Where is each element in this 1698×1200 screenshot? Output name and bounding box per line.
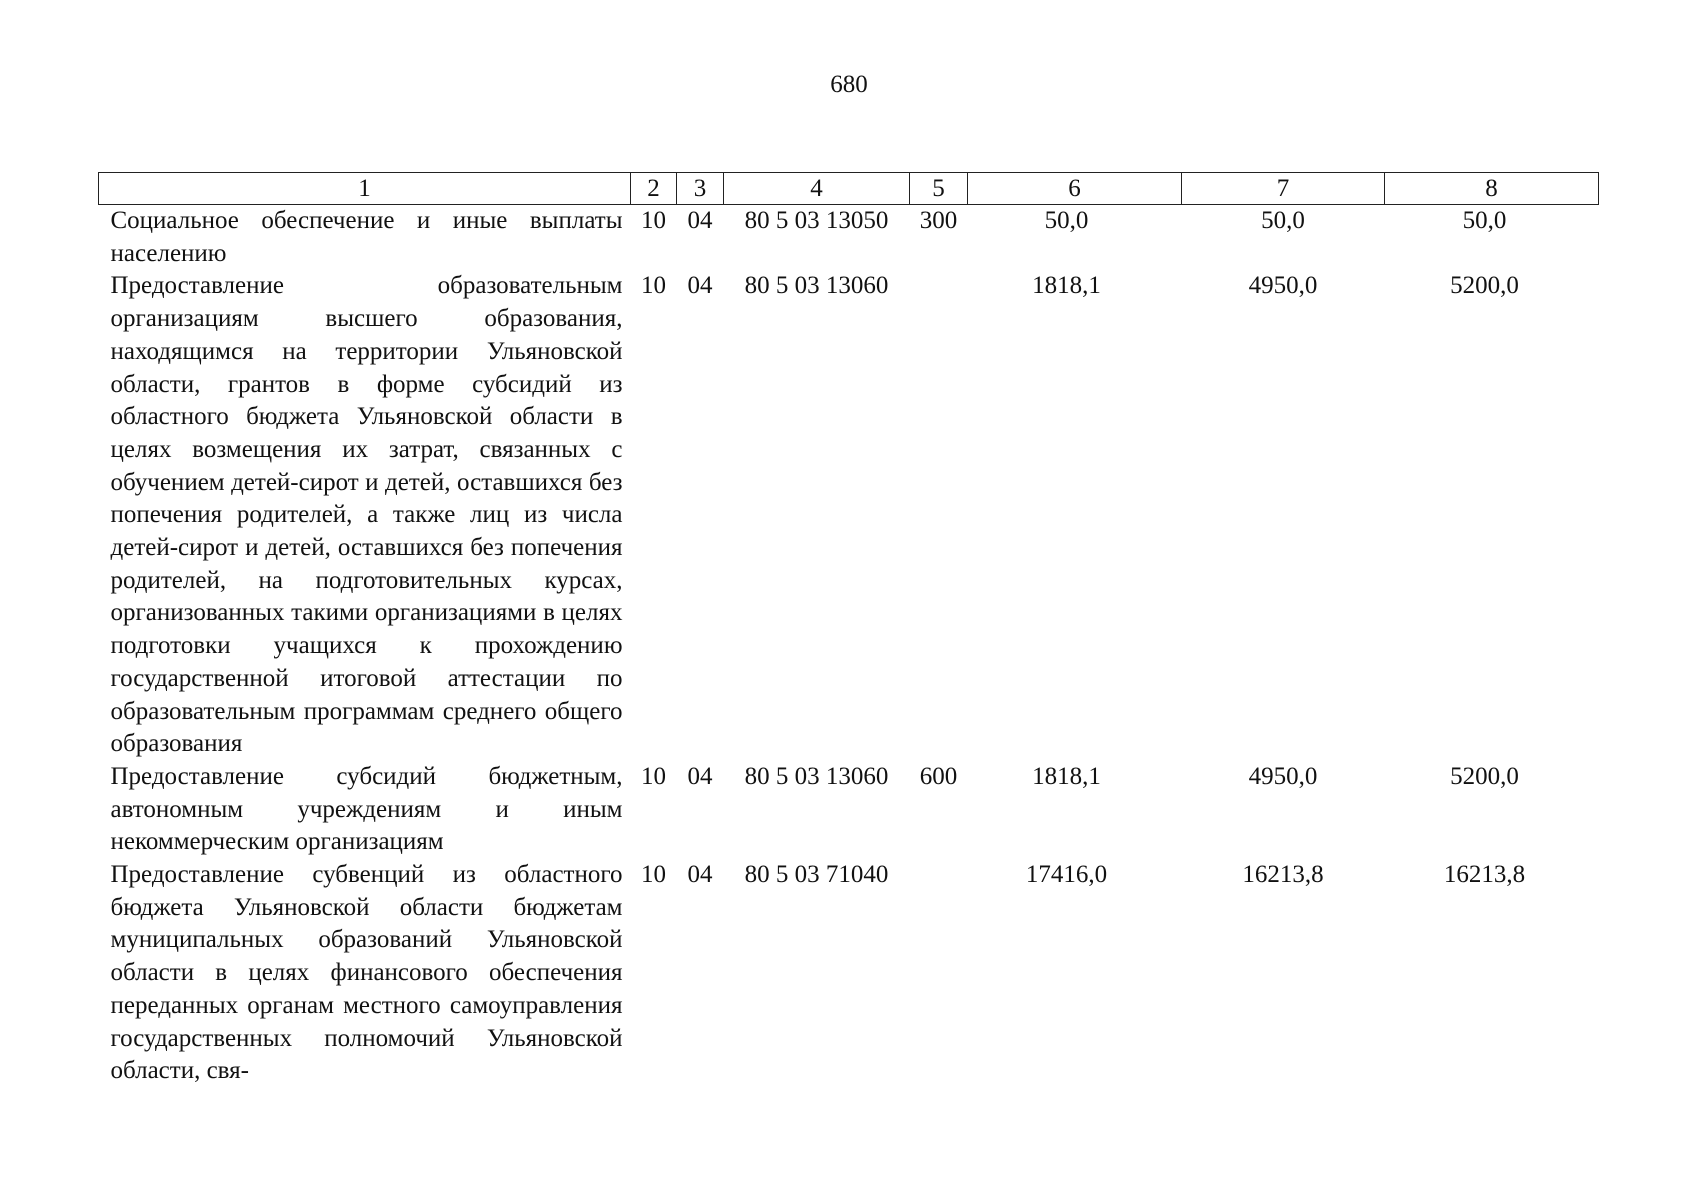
row-amount-col8: 5200,0 <box>1450 272 1519 300</box>
row-description: Предоставление образовательным организациям высшего образования, находящимся на территории Ульяновской области, грантов в форме субсидий из областного бюджета Ульяновской области в целях возмещения их затрат, связанных с обучением детей-сирот и детей, оставшихся без попечения родителей, а также лиц из числа детей-сирот и детей, оставшихся без попечения родителей, на подготовительных курсах, организованных такими организациями в целях подготовки учащихся к прохождению государственной итоговой аттестации по образовательным программам среднего общего образования <box>110 272 623 758</box>
row-amount-col8: 50,0 <box>1462 207 1507 234</box>
header-row <box>99 173 1599 205</box>
page-number: 680 <box>830 71 868 98</box>
column-header-1: 1 <box>99 173 631 205</box>
column-header-6: 6 <box>968 173 1182 205</box>
column-header-3: 3 <box>677 173 724 205</box>
row-amount-col6: 1818,1 <box>1032 272 1101 300</box>
table-row <box>99 205 1599 271</box>
budget-table <box>98 172 1599 1088</box>
row-expense-type-code <box>910 859 968 1088</box>
table-row <box>99 859 1599 1088</box>
column-header-2: 2 <box>631 173 677 205</box>
column-header-7: 7 <box>1182 173 1385 205</box>
row-amount-col7: 4950,0 <box>1248 762 1318 790</box>
row-expense-type-code: 600 <box>919 762 958 790</box>
row-amount-col8: 16213,8 <box>1443 861 1526 889</box>
row-expense-type-code: 300 <box>919 207 958 234</box>
row-amount-col8: 5200,0 <box>1450 762 1519 790</box>
row-target-article-code: 80 5 03 71040 <box>744 861 889 889</box>
row-subsection-code: 04 <box>687 207 713 234</box>
row-section-code: 10 <box>641 207 666 234</box>
row-subsection-code: 04 <box>687 762 713 790</box>
table-row <box>99 270 1599 761</box>
column-header-8: 8 <box>1385 173 1599 205</box>
row-section-code: 10 <box>641 762 666 790</box>
column-header-5: 5 <box>910 173 968 205</box>
row-target-article-code: 80 5 03 13060 <box>744 272 889 300</box>
row-amount-col7: 50,0 <box>1261 207 1305 234</box>
row-amount-col6: 50,0 <box>1044 207 1089 234</box>
row-amount-col6: 1818,1 <box>1032 762 1101 790</box>
row-description: Социальное обеспечение и иные выплаты населению <box>110 207 623 267</box>
row-description: Предоставление субсидий бюджетным, автономным учреждениям и иным некоммерческим организациям <box>110 762 623 856</box>
row-expense-type-code <box>910 270 968 761</box>
row-amount-col6: 17416,0 <box>1025 861 1108 889</box>
column-header-4: 4 <box>724 173 910 205</box>
row-section-code: 10 <box>641 272 666 300</box>
row-description: Предоставление субвенций из областного бюджета Ульяновской области бюджетам муниципальных образований Ульяновской области в целях финансового обеспечения переданных органам местного самоуправления государственных полномочий Ульяновской области, свя- <box>110 861 623 1085</box>
table-row <box>99 761 1599 859</box>
row-subsection-code: 04 <box>687 861 713 889</box>
row-subsection-code: 04 <box>687 272 713 300</box>
row-section-code: 10 <box>641 861 666 889</box>
row-target-article-code: 80 5 03 13050 <box>744 207 889 234</box>
row-target-article-code: 80 5 03 13060 <box>744 762 889 790</box>
budget-table-container <box>98 172 1598 1088</box>
row-amount-col7: 4950,0 <box>1248 272 1318 300</box>
row-amount-col7: 16213,8 <box>1242 861 1324 889</box>
